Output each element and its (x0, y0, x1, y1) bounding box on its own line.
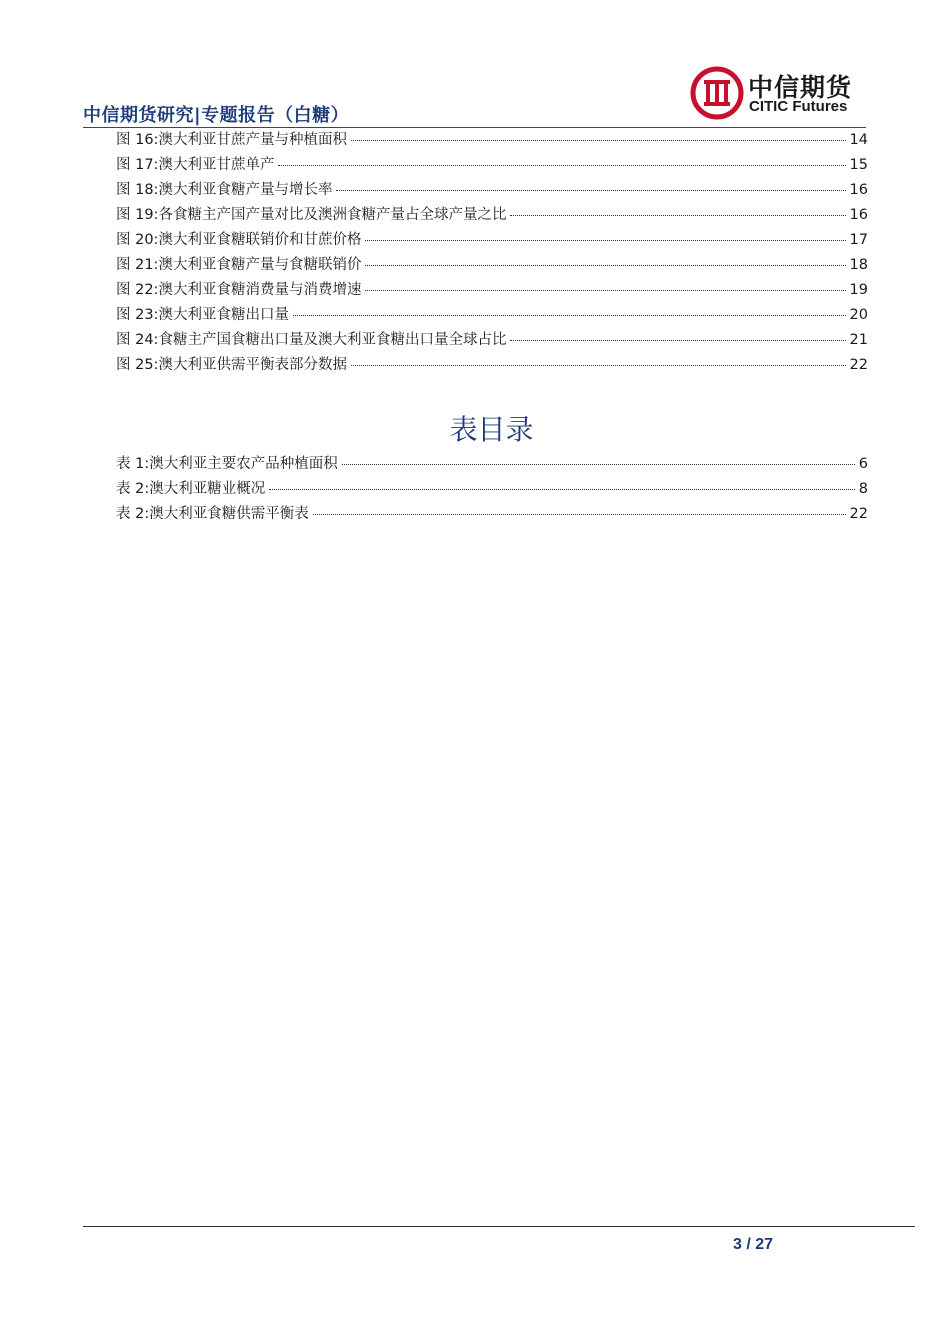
toc-leader-dots (278, 151, 845, 166)
toc-leader-dots (365, 226, 845, 241)
toc-entry-label[interactable]: 图 19:各食糖主产国产量对比及澳洲食糖产量占全球产量之比 (116, 207, 507, 223)
toc-leader-dots (365, 276, 845, 291)
tables-toc-heading: 表目录 (449, 413, 534, 446)
toc-entry-page[interactable]: 22 (849, 357, 868, 373)
toc-entry-page[interactable]: 8 (858, 481, 868, 497)
toc-entry[interactable] (116, 452, 868, 477)
toc-leader-dots (351, 126, 846, 141)
toc-entry[interactable] (116, 303, 868, 328)
toc-entry-page[interactable]: 14 (849, 132, 868, 148)
toc-entry[interactable] (116, 203, 868, 228)
footer-divider (83, 1226, 915, 1227)
toc-leader-dots (510, 326, 845, 341)
toc-entry[interactable] (116, 178, 868, 203)
toc-entry-label[interactable]: 表 2:澳大利亚糖业概况 (116, 481, 266, 497)
toc-entry-label[interactable]: 图 23:澳大利亚食糖出口量 (116, 307, 289, 323)
toc-entry-label[interactable]: 图 24:食糖主产国食糖出口量及澳大利亚食糖出口量全球占比 (116, 332, 507, 348)
citic-logo (690, 66, 870, 122)
toc-entry-page[interactable]: 15 (849, 157, 868, 173)
toc-entry[interactable] (116, 128, 868, 153)
toc-entry-label[interactable]: 图 17:澳大利亚甘蔗单产 (116, 157, 275, 173)
toc-leader-dots (313, 500, 846, 515)
toc-entry-page[interactable]: 16 (849, 207, 868, 223)
report-header-title: 中信期货研究|专题报告（白糖） (83, 105, 350, 126)
toc-entry-label[interactable]: 图 20:澳大利亚食糖联销价和甘蔗价格 (116, 232, 362, 248)
logo-chinese-name: 中信期货 (748, 73, 853, 102)
toc-entry-page[interactable]: 17 (849, 232, 868, 248)
toc-leader-dots (365, 251, 845, 266)
toc-entry[interactable] (116, 477, 868, 502)
toc-entry-page[interactable]: 16 (849, 182, 868, 198)
toc-entry-page[interactable]: 20 (849, 307, 868, 323)
toc-entry-label[interactable]: 图 18:澳大利亚食糖产量与增长率 (116, 182, 333, 198)
table-toc-list (116, 452, 868, 527)
toc-leader-dots (336, 176, 845, 191)
page-number: 3 / 27 (733, 1236, 774, 1253)
toc-entry-page[interactable]: 19 (849, 282, 868, 298)
toc-leader-dots (510, 201, 845, 216)
toc-entry-label[interactable]: 图 25:澳大利亚供需平衡表部分数据 (116, 357, 347, 373)
toc-entry[interactable] (116, 353, 868, 378)
toc-entry[interactable] (116, 253, 868, 278)
toc-leader-dots (342, 450, 855, 465)
toc-leader-dots (351, 351, 846, 366)
toc-entry-page[interactable]: 22 (849, 506, 868, 522)
toc-leader-dots (269, 475, 855, 490)
logo-english-name: CITIC Futures (749, 98, 848, 115)
toc-leader-dots (293, 301, 846, 316)
toc-entry-page[interactable]: 18 (849, 257, 868, 273)
toc-entry[interactable] (116, 328, 868, 353)
toc-entry-label[interactable]: 表 2:澳大利亚食糖供需平衡表 (116, 506, 309, 522)
toc-entry[interactable] (116, 153, 868, 178)
toc-entry[interactable] (116, 228, 868, 253)
toc-entry-label[interactable]: 表 1:澳大利亚主要农产品种植面积 (116, 456, 338, 472)
citic-emblem-icon (690, 66, 744, 120)
toc-entry-page[interactable]: 6 (858, 456, 868, 472)
toc-entry-label[interactable]: 图 22:澳大利亚食糖消费量与消费增速 (116, 282, 362, 298)
toc-entry[interactable] (116, 278, 868, 303)
toc-entry[interactable] (116, 502, 868, 527)
toc-entry-page[interactable]: 21 (849, 332, 868, 348)
toc-entry-label[interactable]: 图 16:澳大利亚甘蔗产量与种植面积 (116, 132, 347, 148)
figure-toc-list (116, 128, 868, 378)
toc-entry-label[interactable]: 图 21:澳大利亚食糖产量与食糖联销价 (116, 257, 362, 273)
